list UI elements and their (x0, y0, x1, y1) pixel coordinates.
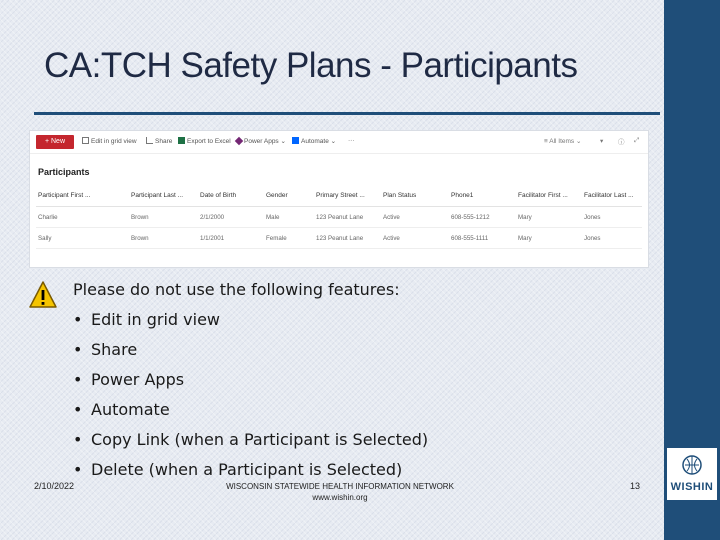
bullet: • (73, 460, 83, 479)
view-label: All Items (549, 138, 575, 145)
table-cell: 123 Peanut Lane (316, 214, 364, 221)
view-selector[interactable] (544, 137, 581, 145)
table-cell: 1/1/2001 (200, 235, 225, 242)
expand-icon[interactable]: ⤢ (634, 137, 640, 144)
share-label: Share (155, 138, 173, 145)
slide-title: CA:TCH Safety Plans - Participants (44, 46, 578, 85)
table-cell: Charlie (38, 214, 58, 221)
footer-date: 2/10/2022 (34, 481, 75, 491)
column-header[interactable]: Facilitator Last ... (584, 192, 634, 199)
table-cell: Active (383, 235, 400, 242)
bullet: • (73, 400, 83, 419)
list-item (73, 428, 428, 458)
export-label: Export to Excel (187, 138, 231, 145)
title-underline (34, 112, 660, 115)
bullet: • (73, 370, 83, 389)
table-cell: Active (383, 214, 400, 221)
feature-label: Power Apps (91, 370, 185, 389)
table-cell: Jones (584, 214, 601, 221)
list-item (73, 338, 428, 368)
table-cell: 123 Peanut Lane (316, 235, 364, 242)
new-button[interactable]: + New (36, 135, 74, 149)
table-cell: Mary (518, 214, 532, 221)
column-header[interactable]: Phone1 (451, 192, 474, 199)
table-cell: Female (266, 235, 287, 242)
feature-label: Automate (91, 400, 170, 419)
feature-label: Delete (when a Participant is Selected) (91, 460, 403, 479)
export-excel-button[interactable] (178, 137, 231, 145)
bullet: • (73, 310, 83, 329)
notice-intro: Please do not use the following features: (73, 280, 400, 299)
automate-icon (292, 137, 299, 144)
table-cell: Sally (38, 235, 52, 242)
command-bar (30, 131, 648, 154)
share-button[interactable] (146, 137, 172, 145)
bullet: • (73, 430, 83, 449)
list-item (73, 368, 428, 398)
row-divider (36, 248, 642, 249)
power-apps-button[interactable] (236, 137, 286, 145)
powerapps-label: Power Apps (244, 138, 279, 145)
logo-text: WISHIN (670, 481, 714, 493)
column-header[interactable]: Primary Street ... (316, 192, 365, 199)
wishin-logo (667, 448, 717, 500)
powerapps-icon (235, 137, 243, 145)
warning-icon (28, 280, 58, 310)
table-cell: 608-555-1111 (451, 235, 489, 242)
page-number: 13 (630, 481, 641, 491)
list-title: Participants (38, 167, 90, 177)
share-icon (146, 137, 153, 144)
table-cell: Male (266, 214, 280, 221)
edit-grid-view-button[interactable] (82, 137, 137, 145)
more-button[interactable]: ··· (348, 137, 355, 144)
table-cell: Mary (518, 235, 532, 242)
list-item (73, 308, 428, 338)
chevron-down-icon: ⌄ (278, 138, 286, 145)
column-header[interactable]: Plan Status (383, 192, 417, 199)
table-cell: 2/1/2000 (200, 214, 225, 221)
list-item (73, 398, 428, 428)
excel-icon (178, 137, 185, 144)
column-header[interactable]: Participant Last ... (131, 192, 184, 199)
table-cell: 608-555-1212 (451, 214, 490, 221)
automate-label: Automate (301, 138, 329, 145)
org-url: www.wishin.org (312, 493, 368, 502)
table-cell: Jones (584, 235, 601, 242)
column-header[interactable]: Participant First ... (38, 192, 91, 199)
row-divider (36, 227, 642, 228)
bullet: • (73, 340, 83, 359)
feature-label: Edit in grid view (91, 310, 221, 329)
chevron-down-icon: ⌄ (328, 138, 337, 145)
header-divider (36, 206, 642, 207)
automate-button[interactable] (292, 137, 336, 145)
chevron-down-icon: ⌄ (575, 138, 582, 145)
feature-label: Copy Link (when a Participant is Selected) (91, 430, 429, 449)
column-header[interactable]: Facilitator First ... (518, 192, 568, 199)
lines-icon: ≡ (544, 138, 548, 145)
table-cell: Brown (131, 235, 149, 242)
globe-logo-icon (681, 454, 703, 476)
edit-grid-label: Edit in grid view (91, 138, 137, 145)
restricted-features-list (73, 308, 428, 488)
column-header[interactable]: Date of Birth (200, 192, 237, 199)
column-header[interactable]: Gender (266, 192, 288, 199)
table-cell: Brown (131, 214, 149, 221)
grid-icon (82, 137, 89, 144)
info-icon[interactable]: ⓘ (618, 139, 625, 146)
org-name: WISCONSIN STATEWIDE HEALTH INFORMATION NETWORK (226, 482, 454, 491)
feature-label: Share (91, 340, 138, 359)
sharepoint-list-screenshot (30, 131, 648, 267)
footer-org (190, 481, 490, 503)
filter-icon[interactable]: ▾ (600, 138, 604, 145)
